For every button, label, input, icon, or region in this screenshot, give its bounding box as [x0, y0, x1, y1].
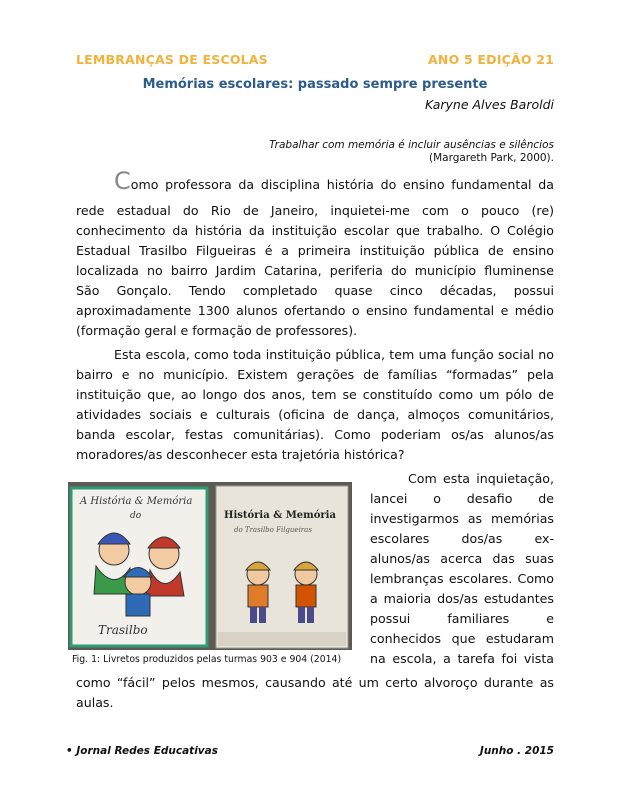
figure-caption: Fig. 1: Livretos produzidos pelas turmas 903 e 904 (2014) [72, 654, 342, 665]
paragraph-line: Estadual Trasilbo Filgueiras é a primeira instituição pública de ensino [76, 243, 554, 258]
booklet-left-name: Trasilbo [98, 623, 148, 637]
booklet-right-title: História & Memória [224, 510, 336, 521]
first-line-text: omo professora da disciplina história do ensino fundamental da [130, 177, 554, 192]
article-author: Karyne Alves Baroldi [424, 97, 554, 112]
paragraph-line: alunos/as acerca das suas [370, 551, 554, 566]
paragraph-line: rede estadual do Rio de Janeiro, inquietei-me com o pouco (re) [76, 203, 554, 218]
paragraph-line: conhecimento da história da instituição escolar que trabalho. O Colégio [76, 223, 554, 238]
paragraph-line: possui familiares e [370, 611, 554, 626]
paragraph-line: a maioria dos/as estudantes [370, 591, 554, 606]
paragraph-line: aulas. [76, 695, 114, 710]
paragraph-line: conhecidos que estudaram [370, 631, 554, 646]
footer-date: Junho . 2015 [479, 745, 554, 757]
paragraph-line: moradores/as desconhecer esta trajetória histórica? [76, 447, 405, 462]
drop-cap: C [114, 167, 131, 195]
paragraph-line: São Gonçalo. Tendo completado quase cinco décadas, possui [76, 283, 554, 298]
paragraph-line: Esta escola, como toda instituição pública, tem uma função social no [114, 347, 554, 362]
paragraph-line: banda escolar, festas comunitárias). Como poderiam os/as alunos/as [76, 427, 554, 442]
paragraph-line: localizada no bairro Jardim Catarina, periferia do município fluminense [76, 263, 554, 278]
header-section-name: LEMBRANÇAS DE ESCOLAS [76, 52, 268, 67]
paragraph-line: instituição que, ao longo dos anos, tem se constituído como um pólo de [76, 387, 554, 402]
paragraph-line: lancei o desafio de [370, 491, 554, 506]
paragraph-line: Com esta inquietação, [408, 471, 554, 486]
paragraph-line: escolares dos/as ex- [370, 531, 554, 546]
paragraph-line: bairro e no município. Existem gerações de famílias “formadas” pela [76, 367, 554, 382]
booklet-right-cover [216, 486, 348, 648]
article-title: Memórias escolares: passado sempre presente [142, 77, 488, 92]
figure-booklets [68, 482, 352, 650]
epigraph-quote: Trabalhar com memória é incluir ausências e silêncios [269, 139, 554, 151]
paragraph-line: (formação geral e formação de professores). [76, 323, 358, 338]
paragraph-line: como “fácil” pelos mesmos, causando até um certo alvoroço durante as [76, 675, 554, 690]
header-edition: ANO 5 EDIÇÃO 21 [428, 52, 554, 67]
epigraph-source: (Margareth Park, 2000). [428, 152, 554, 164]
first-line [114, 169, 554, 197]
booklet-right-subtitle: do Trasilbo Filgueiras [234, 526, 312, 534]
booklet-left-cover [71, 488, 207, 646]
booklet-left-subtitle: do [130, 511, 142, 521]
paragraph-line: aproximadamente 1300 alunos ofertando o ensino fundamental e médio [76, 303, 554, 318]
paragraph-line: investigarmos as memórias [370, 511, 554, 526]
paragraph-line: na escola, a tarefa foi vista [370, 651, 554, 666]
booklet-left-title: A História & Memória [80, 496, 193, 507]
paragraph-line: atividades sociais e culturais (oficina de dança, almoços comunitários, [76, 407, 554, 422]
paragraph-line: lembranças escolares. Como [370, 571, 554, 586]
footer-journal-name: • Jornal Redes Educativas [66, 745, 218, 757]
